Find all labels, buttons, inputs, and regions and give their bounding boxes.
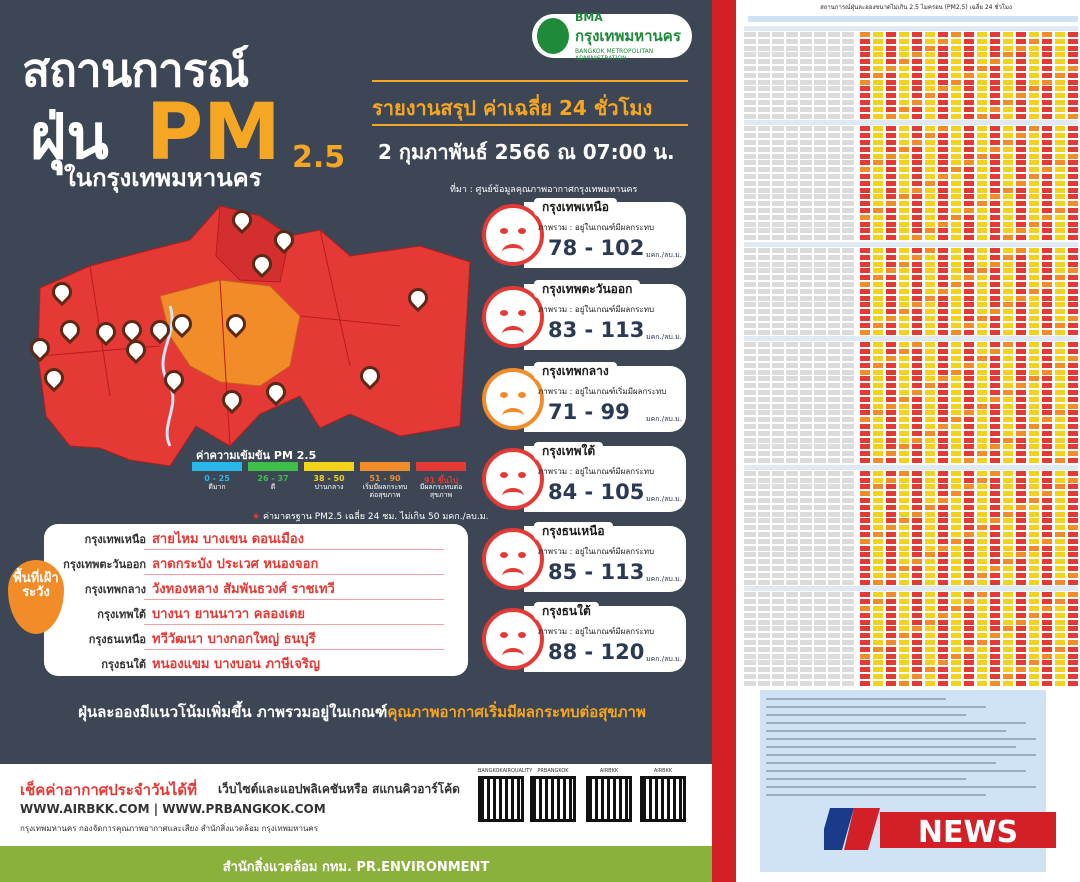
qr-label: PRBANGKOK: [537, 768, 569, 774]
footer-panel: [0, 764, 712, 846]
sheet-row: [744, 235, 1078, 241]
zone-status: ภาพรวม : อยู่ในเกณฑ์เริ่มมีผลกระทบ: [538, 387, 667, 396]
sheet-section: [744, 120, 1078, 125]
zone-status: ภาพรวม : อยู่ในเกณฑ์มีผลกระทบ: [538, 547, 655, 556]
sheet-row: [744, 620, 1078, 626]
district-map: [20, 196, 480, 486]
sheet-row: [744, 167, 1078, 173]
sheet-row: [744, 471, 1078, 477]
watch-districts: วังทองหลาง สัมพันธวงศ์ ราชเทวี: [152, 582, 335, 597]
sheet-row: [744, 599, 1078, 605]
sheet-row: [744, 201, 1078, 207]
watch-row: [44, 626, 468, 650]
sheet-row: [744, 613, 1078, 619]
zone-range: 83 - 113: [548, 318, 645, 342]
sheet-row: [744, 451, 1078, 457]
sheet-row: [744, 39, 1078, 45]
sheet-row: [744, 667, 1078, 673]
sheet-row: [744, 417, 1078, 423]
sheet-section: [744, 242, 1078, 247]
report-date: 2 กุมภาพันธ์ 2566 ณ 07:00 น.: [378, 140, 675, 164]
sheet-row: [744, 647, 1078, 653]
zone-status: ภาพรวม : อยู่ในเกณฑ์มีผลกระทบ: [538, 305, 655, 314]
zone-range: 71 - 99: [548, 400, 630, 424]
zone-name: กรุงเทพใต้: [534, 442, 603, 460]
sheet-row: [744, 32, 1078, 38]
sheet-row: [744, 323, 1078, 329]
watch-badge-text: พื้นที่เฝ้าระวัง: [13, 571, 59, 601]
sheet-row: [744, 444, 1078, 450]
summary-highlight: คุณภาพอากาศเริ่มมีผลกระทบต่อสุขภาพ: [387, 703, 646, 721]
divider: [372, 80, 688, 82]
legend-swatch: [192, 462, 242, 471]
qr-code-icon[interactable]: [586, 776, 632, 822]
sheet-row: [744, 107, 1078, 113]
watch-row: [44, 651, 468, 675]
sheet-row: [744, 181, 1078, 187]
sheet-row: [744, 397, 1078, 403]
sheet-row: [744, 654, 1078, 660]
sheet-row: [744, 491, 1078, 497]
sheet-row: [744, 296, 1078, 302]
sheet-row: [744, 316, 1078, 322]
star-icon: ★: [252, 512, 263, 522]
title-line1: สถานการณ์: [22, 43, 249, 97]
legend-desc: ปานกลาง: [314, 483, 344, 491]
sheet-row: [744, 370, 1078, 376]
zone-status: ภาพรวม : อยู่ในเกณฑ์มีผลกระทบ: [538, 223, 655, 232]
zone-range: 78 - 102: [548, 236, 645, 260]
sheet-row: [744, 438, 1078, 444]
logo-en: BMA: [574, 10, 603, 24]
sheet-row: [744, 289, 1078, 295]
sheet-row: [744, 46, 1078, 52]
sheet-row: [744, 349, 1078, 355]
sheet-row: [744, 566, 1078, 572]
sheet-row: [744, 126, 1078, 132]
footer-check: เช็คค่าอากาศประจำวันได้ที่: [20, 781, 197, 799]
sheet-row: [744, 302, 1078, 308]
sheet-row: [744, 518, 1078, 524]
sheet-row: [744, 478, 1078, 484]
sheet-row: [744, 512, 1078, 518]
sheet-row: [744, 410, 1078, 416]
sheet-row: [744, 208, 1078, 214]
sheet-row: [744, 309, 1078, 315]
zone-status: ภาพรวม : อยู่ในเกณฑ์มีผลกระทบ: [538, 467, 655, 476]
sheet-row: [744, 606, 1078, 612]
qr-code-icon[interactable]: [530, 776, 576, 822]
sheet-row: [744, 640, 1078, 646]
watch-row: [44, 551, 468, 575]
sheet-row: [744, 458, 1078, 464]
legend-range: 51 - 90: [369, 474, 401, 483]
sheet-row: [744, 525, 1078, 531]
zone-unit: มคก./ลบ.ม.: [646, 333, 682, 341]
watch-zone: กรุงธนเหนือ: [88, 633, 146, 646]
sheet-row: [744, 133, 1078, 139]
watch-area-panel: [44, 524, 468, 676]
title-line3: ในกรุงเทพมหานคร: [64, 164, 262, 192]
zone-name: กรุงธนใต้: [534, 602, 599, 620]
legend-swatch: [304, 462, 354, 471]
watch-districts: สายไหม บางเขน ดอนเมือง: [152, 532, 305, 547]
bma-seal-icon: [537, 18, 569, 54]
watch-zone: กรุงเทพเหนือ: [84, 533, 146, 546]
watch-districts: หนองแขม บางบอน ภาษีเจริญ: [152, 657, 320, 672]
sheet-row: [744, 505, 1078, 511]
sheet-row: [744, 228, 1078, 234]
footer-social: กรุงเทพมหานคร กองจัดการคุณภาพอากาศและเสียง สำนักสิ่งแวดล้อม กรุงเทพมหานคร: [20, 824, 319, 833]
title-pm: PM: [146, 88, 281, 178]
legend-desc: มีผลกระทบต่อสุขภาพ: [419, 483, 463, 499]
sheet-row: [744, 498, 1078, 504]
sheet-row: [744, 431, 1078, 437]
sheet-row: [744, 222, 1078, 228]
sheet-row: [744, 174, 1078, 180]
legend-range: 26 - 37: [257, 474, 289, 483]
qr-label: BANGKOKAIRQUALITY: [478, 768, 533, 774]
sheet-row: [744, 573, 1078, 579]
footer-web[interactable]: WWW.AIRBKK.COM | WWW.PRBANGKOK.COM: [20, 802, 326, 816]
zone-card: [482, 442, 686, 512]
logo-th: กรุงเทพมหานคร: [574, 26, 681, 45]
summary-text: [22, 700, 702, 724]
sheet-row: [744, 255, 1078, 261]
sheet-row: [744, 633, 1078, 639]
zone-name: กรุงเทพเหนือ: [534, 198, 617, 216]
news-logo: [824, 798, 1060, 858]
watch-row: [44, 601, 468, 625]
sheet-row: [744, 424, 1078, 430]
zone-range: 84 - 105: [548, 480, 645, 504]
legend-desc: ดี: [270, 483, 276, 491]
sheet-section: [744, 586, 1078, 591]
sheet-row: [744, 73, 1078, 79]
watch-zone: กรุงเทพตะวันออก: [63, 558, 146, 571]
sheet-row: [744, 66, 1078, 72]
zone-card: [482, 362, 686, 432]
qr-code-icon[interactable]: [640, 776, 686, 822]
watch-row: [44, 576, 468, 600]
legend-range: 91 ขึ้นไป: [424, 476, 458, 485]
sheet-row: [744, 552, 1078, 558]
sheet-row: [744, 376, 1078, 382]
sheet-row: [744, 342, 1078, 348]
sheet-header-row: [748, 16, 1078, 22]
sheet-row: [744, 86, 1078, 92]
zone-name: กรุงธนเหนือ: [534, 522, 613, 540]
qr-label: AIRBKK: [599, 768, 619, 774]
legend-swatch: [248, 462, 298, 471]
bma-logo: [532, 10, 692, 62]
sheet-row: [744, 592, 1078, 598]
zone-unit: มคก./ลบ.ม.: [646, 655, 682, 663]
footer-check2: เว็บไซต์และแอปพลิเคชันหรือ สแกนคิวอาร์โค้ด: [218, 782, 460, 796]
watch-districts: ลาดกระบัง ประเวศ หนองจอก: [152, 557, 319, 572]
zone-status: ภาพรวม : อยู่ในเกณฑ์มีผลกระทบ: [538, 627, 655, 636]
title-dust: ฝุ่น: [30, 100, 109, 173]
watch-zone: กรุงเทพกลาง: [84, 583, 146, 596]
sheet-row: [744, 140, 1078, 146]
zone-card: [482, 198, 686, 268]
divider-bar: [712, 0, 736, 882]
zone-card: [482, 602, 686, 672]
sheet-row: [744, 559, 1078, 565]
sheet-row: [744, 215, 1078, 221]
sheet-row: [744, 390, 1078, 396]
legend-desc: เริ่มมีผลกระทบต่อสุขภาพ: [362, 483, 408, 499]
standard-note: [252, 509, 489, 523]
sheet-row: [744, 404, 1078, 410]
data-source: ที่มา : ศูนย์ข้อมูลคุณภาพอากาศกรุงเทพมหานคร: [450, 185, 638, 195]
watch-districts: ทวีวัฒนา บางกอกใหญ่ ธนบุรี: [152, 632, 316, 647]
sheet-row: [744, 626, 1078, 632]
sheet-row: [744, 330, 1078, 336]
legend-swatch: [360, 462, 410, 471]
sheet-row: [744, 100, 1078, 106]
sheet-row: [744, 282, 1078, 288]
title-pm-sub: 2.5: [292, 140, 346, 175]
summary-prefix: ฝุ่นละอองมีแนวโน้มเพิ่มขึ้น ภาพรวมอยู่ในเกณฑ์: [78, 703, 388, 721]
sheet-row: [744, 539, 1078, 545]
sheet-section: [744, 26, 1078, 31]
sheet-row: [744, 268, 1078, 274]
zone-name: กรุงเทพกลาง: [534, 362, 617, 380]
sheet-row: [744, 160, 1078, 166]
news-logo-text: NEWS: [917, 815, 1019, 850]
zone-unit: มคก./ลบ.ม.: [646, 495, 682, 503]
bottom-bar: [0, 846, 712, 882]
zone-range: 85 - 113: [548, 560, 645, 584]
sheet-section: [744, 336, 1078, 341]
report-heading: รายงานสรุป ค่าเฉลี่ย 24 ชั่วโมง: [372, 96, 653, 120]
zone-card: [482, 522, 686, 592]
sheet-row: [744, 188, 1078, 194]
zone-unit: มคก./ลบ.ม.: [646, 251, 682, 259]
zone-card: [482, 280, 686, 350]
legend-range: 0 - 25: [204, 474, 230, 483]
sheet-row: [744, 262, 1078, 268]
data-sheet: [736, 0, 1080, 882]
sheet-row: [744, 580, 1078, 586]
qr-code-icon[interactable]: [478, 776, 524, 822]
watch-zone: กรุงธนใต้: [101, 658, 146, 671]
sheet-row: [744, 363, 1078, 369]
sheet-row: [744, 383, 1078, 389]
sheet-title: สถานการณ์ฝุ่นละอองขนาดไม่เกิน 2.5 ไมครอน (PM2.5) เฉลี่ย 24 ชั่วโมง: [820, 4, 1012, 11]
sheet-row: [744, 52, 1078, 58]
watch-zone: กรุงเทพใต้: [97, 608, 146, 621]
sheet-row: [744, 59, 1078, 65]
legend-desc: ดีมาก: [208, 483, 226, 491]
zone-unit: มคก./ลบ.ม.: [646, 575, 682, 583]
watch-districts: บางนา ยานนาวา คลองเตย: [152, 607, 306, 622]
sheet-section: [744, 465, 1078, 470]
sheet-row: [744, 356, 1078, 362]
qr-label: AIRBKK: [653, 768, 673, 774]
zone-name: กรุงเทพตะวันออก: [534, 280, 640, 298]
legend-range: 38 - 50: [313, 474, 345, 483]
sheet-row: [744, 681, 1078, 687]
sheet-row: [744, 248, 1078, 254]
sheet-row: [744, 147, 1078, 153]
sheet-row: [744, 80, 1078, 86]
logo-sub: BANGKOK METROPOLITAN ADMINISTRATION: [574, 47, 654, 62]
sheet-row: [744, 674, 1078, 680]
zone-range: 88 - 120: [548, 640, 645, 664]
sheet-row: [744, 275, 1078, 281]
sheet-row: [744, 660, 1078, 666]
sheet-row: [744, 546, 1078, 552]
sheet-row: [744, 114, 1078, 120]
sheet-row: [744, 93, 1078, 99]
legend-title: ค่าความเข้มข้น PM 2.5: [196, 449, 317, 462]
zone-unit: มคก./ลบ.ม.: [646, 415, 682, 423]
watch-row: [44, 526, 468, 550]
sheet-row: [744, 154, 1078, 160]
bottom-text: สำนักสิ่งแวดล้อม กทม. PR.ENVIRONMENT: [222, 860, 490, 875]
legend-swatch: [416, 462, 466, 471]
divider: [372, 124, 688, 126]
sheet-row: [744, 484, 1078, 490]
sheet-row: [744, 532, 1078, 538]
sheet-row: [744, 194, 1078, 200]
standard-text: ค่ามาตรฐาน PM2.5 เฉลี่ย 24 ชม. ไม่เกิน 50 มคก./ลบ.ม.: [262, 512, 489, 522]
